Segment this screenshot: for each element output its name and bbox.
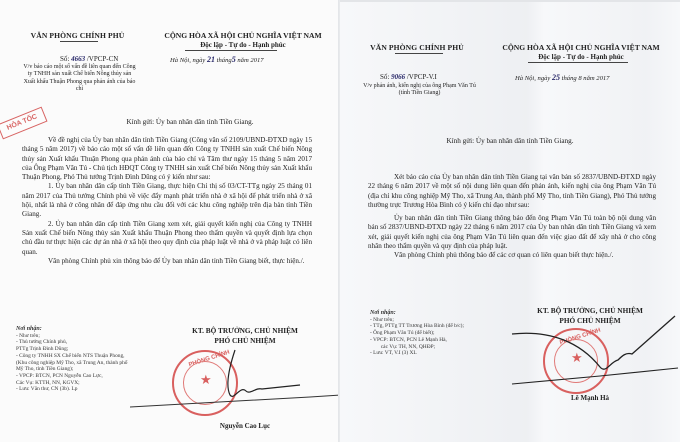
recipient-item: PTTg Trịnh Đình Dũng; [16,346,69,353]
subject-line: V/v báo cáo một số vấn đề liên quan đến Công ty TNHH sản xuất Chế biến Nông thủy sản Xuất khẩu Thuận Phong qua phản ánh của báo chí [23,64,136,93]
star-icon: ★ [571,350,583,365]
agency-underline [60,41,98,42]
recipient-item: - Công ty TNHH SX Chế biến NTS Thuận Phong, [16,352,125,359]
recipient-item: - Lưu: Văn thư, CN (3b). Lp [16,386,78,393]
document-number: Số: 4663 /VPCP-CN [60,55,119,63]
motto-underline [528,62,628,63]
signature-title: KT. BỘ TRƯỞNG, CHỦ NHIỆM PHÓ CHỦ NHIỆM [537,306,643,325]
document-date: Hà Nội, ngày 21 tháng5 năm 2017 [170,55,264,64]
signature-title: KT. BỘ TRƯỞNG, CHỦ NHIỆM PHÓ CHỦ NHIỆM [192,326,298,345]
signer-name: Nguyễn Cao Lục [219,422,271,430]
body-text [368,173,656,261]
motto: Độc lập - Tự do - Hạnh phúc [200,41,286,49]
agency-underline [395,53,443,54]
agency-header: VĂN PHÒNG CHÍNH PHỦ [370,43,464,52]
paragraph: Văn phòng Chính phủ thông báo để các cơ quan có liên quan biết thực hiện./. [394,251,614,260]
recipient-item: - VPCP: BTCN, PCN Lê Mạnh Hà, [370,336,447,343]
urgent-stamp: HỎA TỐC [0,107,48,140]
paragraph: 1. Ủy ban nhân dân cấp tỉnh Tiền Giang, thực hiện Chỉ thị số 03/CT-TTg ngày 25 tháng 01 năm 2017 của Thủ tướng Chính phủ về việc đẩy mạnh phát triển nhà ở xã hội để phát triển nhà ở xã hội, nhất là nhà ở công nhân để đáp ứng nhu cầu đối với các khu công nghiệp trên địa bàn tỉnh Tiền Giang. [22,182,312,219]
handwritten-number: 4663 [71,55,86,63]
official-seal: ★ PHÒNG CHÍNH [543,328,609,394]
nation-header: CỘNG HÒA XÃ HỘI CHỦ NGHĨA VIỆT NAM [164,31,322,40]
nation-header: CỘNG HÒA XÃ HỘI CHỦ NGHĨA VIỆT NAM [502,43,660,52]
paragraph: Xét báo cáo của Ủy ban nhân dân tỉnh Tiền Giang tại văn bản số 2837/UBND-ĐTXD ngày 22 tháng 6 năm 2017 về một số nội dung liên quan đến phản ánh, kiến nghị của ông Phạm Văn Tú (địa chỉ khu công nghiệp Mỹ Tho, xã Trung An, thành phố Mỹ Tho, tỉnh Tiền Giang), Phó Thủ tướng thường trực Trương Hòa Bình có ý kiến chỉ đạo như sau: [368,173,656,209]
greeting: Kính gửi: Ủy ban nhân dân tỉnh Tiền Giang. [126,118,254,126]
greeting: Kính gửi: Ủy ban nhân dân tỉnh Tiền Giang. [446,137,574,145]
recipient-item: Các Vụ: KTTH, NN, KGVX; [16,379,80,386]
recipient-item: Mỹ Tho, tỉnh Tiền Giang); [16,366,74,373]
left-document [0,0,339,442]
motto-underline [185,50,277,51]
paragraph: Về đề nghị của Ủy ban nhân dân tỉnh Tiền Giang (Công văn số 2109/UBND-ĐTXD ngày 15 tháng 5 năm 2017) về báo cáo một số vấn đề liên quan đến Công ty TNHH sản xuất Chế biến Nông thủy sản Xuất khẩu Thuận Phong qua phản ánh của báo chí và Tâm thư ngày 15 tháng 5 năm 2017 của Ông Phạm Văn Tú - Chủ tịch HĐQT Công ty TNHH sản xuất Chế biến Nông thủy sản Xuất khẩu Thuận Phong, Phó Thủ tướng Trịnh Đình Dũng có ý kiến như sau: [22,136,312,182]
agency-header: VĂN PHÒNG CHÍNH PHỦ [30,31,125,40]
signature-scribble [130,345,339,415]
motto: Độc lập - Tự do - Hạnh phúc [538,53,624,61]
recipient-item: các Vụ: TH, NN, QHĐP; [370,343,436,350]
recipient-item: - VPCP: BTCN, PCN Nguyễn Cao Lực, [16,372,103,379]
signer-name: Lê Mạnh Hà [570,394,610,402]
document-date: Hà Nội, ngày 25 tháng 8 năm 2017 [515,73,610,82]
recipient-item: - Lưu: VT, V.I (3) XL [370,350,417,357]
paragraph: Ủy ban nhân dân tỉnh Tiền Giang thông báo đến ông Phạm Văn Tú toàn bộ nội dung văn bản số 2837/UBND-ĐTXD ngày 22 tháng 6 năm 2017 của Ủy ban nhân dân tỉnh Tiền Giang và xem xét, giải quyết kiến nghị của ông Phạm Văn Tú liên quan đến việc giao đất để xây nhà ở cho công nhân theo thẩm quyền và quy định của pháp luật. [368,214,656,251]
recipient-item: - Như trên; [16,332,40,339]
recipient-item: (Khu công nghiệp Mỹ Tho, xã Trung An, thành phố [16,359,128,366]
official-seal: ★ PHÒNG CHÍNH [172,350,238,416]
subject-line: V/v phản ánh, kiến nghị của ông Phạm Văn Tú (tỉnh Tiền Giang) [363,83,476,97]
right-document [340,0,680,442]
signature-scribble [510,312,680,402]
recipients-list: Nơi nhận: - Như trên; - TTg, PTTg TT Trương Hòa Bình (để b/c); - Ông Phạm Văn Tú (để biết); - VPCP: BTCN, PCN Lê Mạnh Hà, các Vụ: TH, NN, QHĐP; - Lưu: VT, V.I (3) XL [370,310,520,357]
recipient-item: - Như trên; [370,316,394,323]
recipient-item: - Thủ tướng Chính phủ, [16,339,68,346]
recipient-item: - Ông Phạm Văn Tú (để biết); [370,330,435,337]
handwritten-number: 9066 [391,73,406,81]
document-number: Số: 9066 /VPCP-V.I [380,73,437,81]
recipients-list: Nơi nhận: - Như trên; - Thủ tướng Chính phủ, PTTg Trịnh Đình Dũng; - Công ty TNHH SX Chế biến NTS Thuận Phong, (Khu công nghiệp Mỹ Tho, xã Trung An, thành phố Mỹ Tho, tỉnh Tiền Giang); - VPCP: BTCN, PCN Nguyễn Cao Lực, Các Vụ: KTTH, NN, KGVX; - Lưu: Văn thư, CN (3b). Lp [16,326,166,393]
body-text [22,136,312,266]
paragraph: Văn phòng Chính phủ xin thông báo để Ủy ban nhân dân tỉnh Tiền Giang biết, thực hiện./. [48,256,305,265]
paragraph: 2. Ủy ban nhân dân cấp tỉnh Tiền Giang xem xét, giải quyết kiến nghị của Công ty TNHH Sản xuất Chế biến Nông thủy sản Xuất khẩu Thuận Phong theo thẩm quyền và quyết định lựa chọn chủ đầu tư thực hiện các dự án nhà ở xã hội theo quy định của pháp luật về nhà ở và pháp luật có liên quan. [22,219,312,256]
recipient-item: - TTg, PTTg TT Trương Hòa Bình (để b/c); [370,323,464,330]
star-icon: ★ [200,372,212,387]
